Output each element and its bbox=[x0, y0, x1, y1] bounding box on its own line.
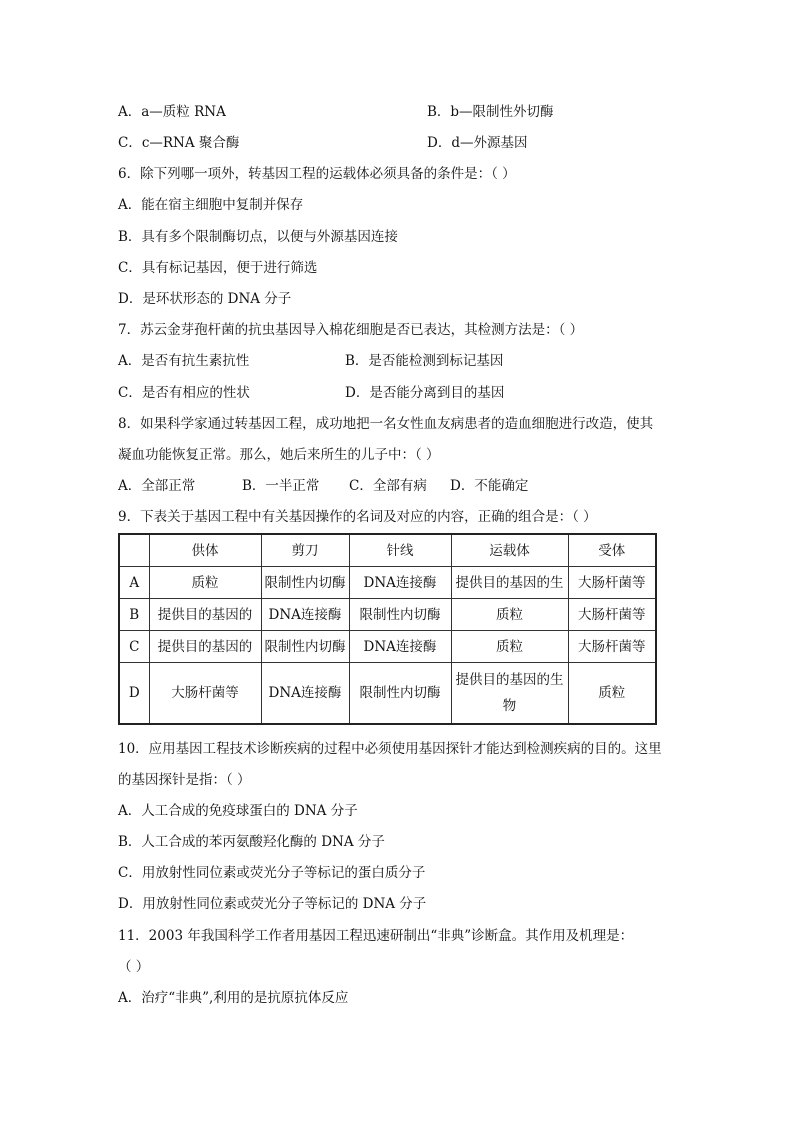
table-row bbox=[119, 663, 656, 725]
table-cell: DNA连接酶 bbox=[261, 599, 349, 631]
q9-stem: 9．下表关于基因工程中有关基因操作的名词及对应的内容，正确的组合是：（ ） bbox=[118, 509, 597, 525]
q8-option-c: C．全部有病 bbox=[349, 478, 427, 494]
table-cell: 提供目的基因的 bbox=[149, 599, 261, 631]
table-header-cell: 针线 bbox=[349, 534, 451, 567]
q7-option-a: A．是否有抗生素抗性 bbox=[118, 353, 250, 369]
table-cell: 大肠杆菌等 bbox=[568, 567, 656, 599]
q7-stem: 7．苏云金芽孢杆菌的抗虫基因导入棉花细胞是否已表达，其检测方法是：（ ） bbox=[118, 322, 584, 338]
q6-option-d: D．是环状形态的 DNA 分子 bbox=[118, 291, 292, 307]
table-cell: 限制性内切酶 bbox=[349, 663, 451, 725]
table-cell: 提供目的基因的 bbox=[149, 631, 261, 663]
table-row bbox=[119, 567, 656, 599]
table-header-cell: 剪刀 bbox=[261, 534, 349, 567]
q7-option-b: B．是否能检测到标记基因 bbox=[345, 353, 504, 369]
table-cell: 提供目的基因的生 bbox=[451, 567, 568, 599]
table-cell: 提供目的基因的生物 bbox=[451, 663, 568, 725]
q11-stem-line1: 11．2003 年我国科学工作者用基因工程迅速研制出“非典”诊断盒。其作用及机理是： bbox=[118, 928, 634, 944]
table-cell: C bbox=[119, 631, 149, 663]
q10-stem-line2: 的基因探针是指：（ ） bbox=[118, 772, 251, 788]
q5-option-a: A．a—质粒 RNA bbox=[118, 104, 226, 120]
table-cell: 质粒 bbox=[451, 599, 568, 631]
q8-option-a: A．全部正常 bbox=[118, 478, 196, 494]
table-header-cell bbox=[119, 534, 149, 567]
q8-stem-line2: 凝血功能恢复正常。那么，她后来所生的儿子中：（ ） bbox=[118, 447, 440, 463]
q6-option-b: B．具有多个限制酶切点，以便与外源基因连接 bbox=[118, 229, 398, 245]
q6-option-c: C．具有标记基因，便于进行筛选 bbox=[118, 260, 318, 276]
q8-option-b: B．一半正常 bbox=[242, 478, 320, 494]
table-cell: 质粒 bbox=[149, 567, 261, 599]
q6-stem: 6．除下列哪一项外，转基因工程的运载体必须具备的条件是：（ ） bbox=[118, 166, 516, 182]
table-cell: 大肠杆菌等 bbox=[149, 663, 261, 725]
table-row bbox=[119, 631, 656, 663]
table-cell: B bbox=[119, 599, 149, 631]
table-cell: 限制性内切酶 bbox=[261, 631, 349, 663]
table-cell: A bbox=[119, 567, 149, 599]
table-cell: 限制性内切酶 bbox=[349, 599, 451, 631]
q5-option-b: B．b—限制性外切酶 bbox=[427, 104, 554, 120]
q7-option-c: C．是否有相应的性状 bbox=[118, 385, 250, 401]
table-cell: DNA连接酶 bbox=[261, 663, 349, 725]
table-header-cell: 受体 bbox=[568, 534, 656, 567]
q11-option-a: A．治疗“非典”,利用的是抗原抗体反应 bbox=[118, 990, 349, 1006]
table-cell: DNA连接酶 bbox=[349, 567, 451, 599]
q7-option-d: D．是否能分离到目的基因 bbox=[345, 385, 505, 401]
q10-option-c: C．用放射性同位素或荧光分子等标记的蛋白质分子 bbox=[118, 865, 426, 881]
q10-stem-line1: 10．应用基因工程技术诊断疾病的过程中必须使用基因探针才能达到检测疾病的目的。这里 bbox=[118, 741, 662, 757]
table-cell: 限制性内切酶 bbox=[261, 567, 349, 599]
q10-option-d: D．用放射性同位素或荧光分子等标记的 DNA 分子 bbox=[118, 896, 427, 912]
table-cell: 大肠杆菌等 bbox=[568, 631, 656, 663]
table-cell: 大肠杆菌等 bbox=[568, 599, 656, 631]
q8-option-d: D．不能确定 bbox=[450, 478, 529, 494]
q6-option-a: A．能在宿主细胞中复制并保存 bbox=[118, 197, 304, 213]
table-header-cell: 运载体 bbox=[451, 534, 568, 567]
q10-option-b: B．人工合成的苯丙氨酸羟化酶的 DNA 分子 bbox=[118, 834, 385, 850]
q5-option-d: D．d—外源基因 bbox=[427, 135, 528, 151]
table-cell: D bbox=[119, 663, 149, 725]
q9-table bbox=[118, 533, 657, 725]
table-cell: DNA连接酶 bbox=[349, 631, 451, 663]
q8-stem-line1: 8．如果科学家通过转基因工程，成功地把一名女性血友病患者的造血细胞进行改造，使其 bbox=[118, 416, 654, 432]
q8-options-row bbox=[118, 476, 528, 496]
table-row bbox=[119, 599, 656, 631]
table-header-cell: 供体 bbox=[149, 534, 261, 567]
table-cell: 质粒 bbox=[451, 631, 568, 663]
table-cell: 质粒 bbox=[568, 663, 656, 725]
q5-option-c: C．c—RNA 聚合酶 bbox=[118, 135, 240, 151]
q11-stem-line2: （ ） bbox=[118, 959, 150, 975]
q10-option-a: A．人工合成的免疫球蛋白的 DNA 分子 bbox=[118, 803, 358, 819]
table-header-row bbox=[119, 534, 656, 567]
